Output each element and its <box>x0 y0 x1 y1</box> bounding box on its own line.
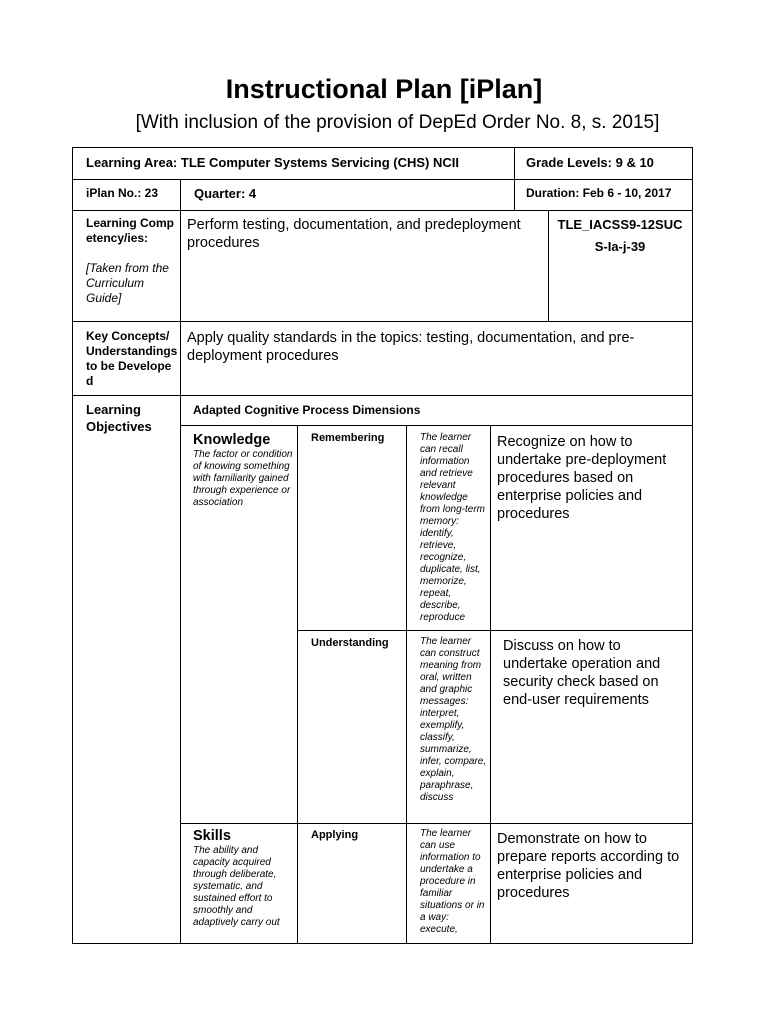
process-understanding: Understanding <box>311 637 389 649</box>
remembering-description: The learner can recall information and retrieve relevant knowledge from long-term memory: identify, retrieve, recognize, duplicate, list, memorize, repeat, describe, reproduce <box>420 432 486 623</box>
duration: Duration: Feb 6 - 10, 2017 <box>526 186 672 200</box>
objective-applying: Demonstrate on how to prepare reports according to enterprise policies and procedures <box>497 831 680 901</box>
competency-code: TLE_IACSS9-12SUCS-Ia-j-39 <box>557 217 683 254</box>
knowledge-description: The factor or condition of knowing something with familiarity gained through experience or association <box>193 449 293 508</box>
process-applying: Applying <box>311 829 359 841</box>
objective-understanding: Discuss on how to undertake operation and security check based on end-user requirements <box>503 638 661 708</box>
learning-objectives-label: Learning Objectives <box>86 402 152 434</box>
process-remembering: Remembering <box>311 432 385 444</box>
skills-heading: Skills <box>193 828 231 844</box>
key-concepts-label: Key Concepts/ Understandings to be Developed <box>86 329 178 388</box>
understanding-description: The learner can construct meaning from oral, written and graphic messages: interpret, exemplify, classify, summarize, infer, compare, explain, paraphrase, discuss <box>420 636 487 803</box>
objective-remembering: Recognize on how to undertake pre-deployment procedures based on enterprise policies and procedures <box>497 434 667 522</box>
learning-area: Learning Area: TLE Computer Systems Servicing (CHS) NCII <box>86 155 459 170</box>
cognitive-dimensions-heading: Adapted Cognitive Process Dimensions <box>193 403 421 417</box>
iplan-number: iPlan No.: 23 <box>86 186 159 200</box>
competency-text: Perform testing, documentation, and predeployment procedures <box>187 217 521 251</box>
applying-description: The learner can use information to undertake a procedure in familiar situations or in a way: execute, <box>420 828 485 935</box>
grade-levels: Grade Levels: 9 & 10 <box>526 155 654 170</box>
knowledge-heading: Knowledge <box>193 432 271 448</box>
key-concepts-text: Apply quality standards in the topics: testing, documentation, and pre-deployment procedures <box>187 330 635 364</box>
competency-label: Learning Competency/ies: <box>86 216 175 245</box>
quarter: Quarter: 4 <box>194 186 257 201</box>
competency-note: [Taken from the Curriculum Guide] <box>86 261 169 305</box>
page-subtitle: [With inclusion of the provision of DepEd Order No. 8, s. 2015] <box>135 112 660 133</box>
skills-description: The ability and capacity acquired through deliberate, systematic, and sustained effort to smoothly and adaptively carry out <box>193 845 280 928</box>
page-title: Instructional Plan [iPlan] <box>225 74 543 104</box>
